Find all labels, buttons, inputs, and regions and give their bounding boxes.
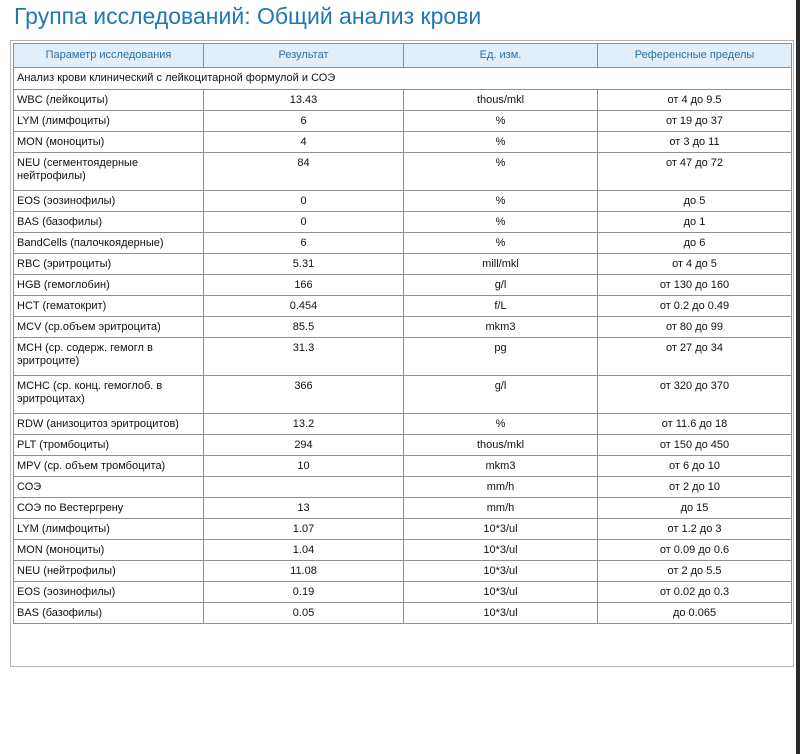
result-value: 5.31 [204,254,404,275]
result-value: 0 [204,212,404,233]
reference-range: от 2 до 10 [598,477,792,498]
result-value: 85.5 [204,317,404,338]
result-value: 294 [204,435,404,456]
window-edge [796,0,800,754]
table-row [14,338,792,376]
table-row [14,212,792,233]
header-result: Результат [204,44,404,68]
reference-range: от 3 до 11 [598,132,792,153]
section-row [14,68,792,90]
page-title: Группа исследований: Общий анализ крови [14,3,482,29]
param-name: HGB (гемоглобин) [14,275,204,296]
results-table [13,43,792,624]
table-row [14,275,792,296]
result-value: 6 [204,233,404,254]
table-row [14,376,792,414]
result-value: 13.2 [204,414,404,435]
reference-range: от 0.09 до 0.6 [598,540,792,561]
table-row [14,456,792,477]
results-panel [10,40,794,667]
unit-value: pg [404,338,598,376]
unit-value: mm/h [404,498,598,519]
table-row [14,233,792,254]
reference-range: до 6 [598,233,792,254]
table-row [14,111,792,132]
unit-value: 10*3/ul [404,582,598,603]
result-value: 84 [204,153,404,191]
result-value: 31.3 [204,338,404,376]
result-value: 1.04 [204,540,404,561]
unit-value: f/L [404,296,598,317]
result-value [204,477,404,498]
unit-value: % [404,153,598,191]
unit-value: mkm3 [404,317,598,338]
reference-range: от 1.2 до 3 [598,519,792,540]
reference-range: от 2 до 5.5 [598,561,792,582]
reference-range: от 4 до 9.5 [598,90,792,111]
reference-range: до 1 [598,212,792,233]
unit-value: mkm3 [404,456,598,477]
param-name: PLT (тромбоциты) [14,435,204,456]
reference-range: от 80 до 99 [598,317,792,338]
param-name: MCV (ср.объем эритроцита) [14,317,204,338]
table-row [14,540,792,561]
result-value: 1.07 [204,519,404,540]
table-row [14,254,792,275]
param-name: NEU (нейтрофилы) [14,561,204,582]
result-value: 0.454 [204,296,404,317]
reference-range: до 0.065 [598,603,792,624]
param-name: MON (моноциты) [14,132,204,153]
reference-range: от 0.2 до 0.49 [598,296,792,317]
table-header-row [14,44,792,68]
reference-range: от 150 до 450 [598,435,792,456]
table-row [14,132,792,153]
header-unit: Ед. изм. [404,44,598,68]
param-name: HCT (гематокрит) [14,296,204,317]
result-value: 366 [204,376,404,414]
result-value: 11.08 [204,561,404,582]
param-name: MON (моноциты) [14,540,204,561]
header-reference: Референсные пределы [598,44,792,68]
param-name: СОЭ по Вестергрену [14,498,204,519]
reference-range: от 6 до 10 [598,456,792,477]
unit-value: % [404,191,598,212]
section-title: Анализ крови клинический с лейкоцитарной формулой и СОЭ [14,68,792,90]
unit-value: % [404,233,598,254]
header-parameter: Параметр исследования [14,44,204,68]
table-row [14,191,792,212]
unit-value: % [404,111,598,132]
param-name: WBC (лейкоциты) [14,90,204,111]
param-name: NEU (сегментоядерные нейтрофилы) [14,153,204,191]
unit-value: % [404,212,598,233]
table-row [14,603,792,624]
param-name: BandCells (палочкоядерные) [14,233,204,254]
reference-range: до 5 [598,191,792,212]
reference-range: от 320 до 370 [598,376,792,414]
reference-range: от 0.02 до 0.3 [598,582,792,603]
result-value: 0.19 [204,582,404,603]
unit-value: mill/mkl [404,254,598,275]
result-value: 13.43 [204,90,404,111]
param-name: BAS (базофилы) [14,212,204,233]
reference-range: от 11.6 до 18 [598,414,792,435]
reference-range: от 47 до 72 [598,153,792,191]
param-name: BAS (базофилы) [14,603,204,624]
table-row [14,498,792,519]
result-value: 10 [204,456,404,477]
unit-value: % [404,132,598,153]
table-row [14,582,792,603]
unit-value: 10*3/ul [404,561,598,582]
param-name: EOS (эозинофилы) [14,191,204,212]
unit-value: mm/h [404,477,598,498]
param-name: EOS (эозинофилы) [14,582,204,603]
result-value: 0 [204,191,404,212]
param-name: MCHC (ср. конц. гемоглоб. в эритроцитах) [14,376,204,414]
result-value: 13 [204,498,404,519]
result-value: 0.05 [204,603,404,624]
table-row [14,435,792,456]
table-row [14,561,792,582]
table-row [14,153,792,191]
unit-value: thous/mkl [404,90,598,111]
reference-range: от 130 до 160 [598,275,792,296]
reference-range: от 4 до 5 [598,254,792,275]
param-name: RBC (эритроциты) [14,254,204,275]
param-name: СОЭ [14,477,204,498]
table-row [14,296,792,317]
table-row [14,317,792,338]
unit-value: 10*3/ul [404,519,598,540]
table-row [14,414,792,435]
unit-value: thous/mkl [404,435,598,456]
result-value: 4 [204,132,404,153]
result-value: 166 [204,275,404,296]
result-value: 6 [204,111,404,132]
unit-value: 10*3/ul [404,603,598,624]
param-name: RDW (анизоцитоз эритроцитов) [14,414,204,435]
param-name: MCH (ср. содерж. гемогл в эритроците) [14,338,204,376]
table-row [14,90,792,111]
reference-range: от 27 до 34 [598,338,792,376]
table-row [14,477,792,498]
unit-value: g/l [404,275,598,296]
reference-range: от 19 до 37 [598,111,792,132]
unit-value: % [404,414,598,435]
unit-value: g/l [404,376,598,414]
reference-range: до 15 [598,498,792,519]
param-name: MPV (ср. объем тромбоцита) [14,456,204,477]
param-name: LYM (лимфоциты) [14,111,204,132]
table-row [14,519,792,540]
unit-value: 10*3/ul [404,540,598,561]
param-name: LYM (лимфоциты) [14,519,204,540]
